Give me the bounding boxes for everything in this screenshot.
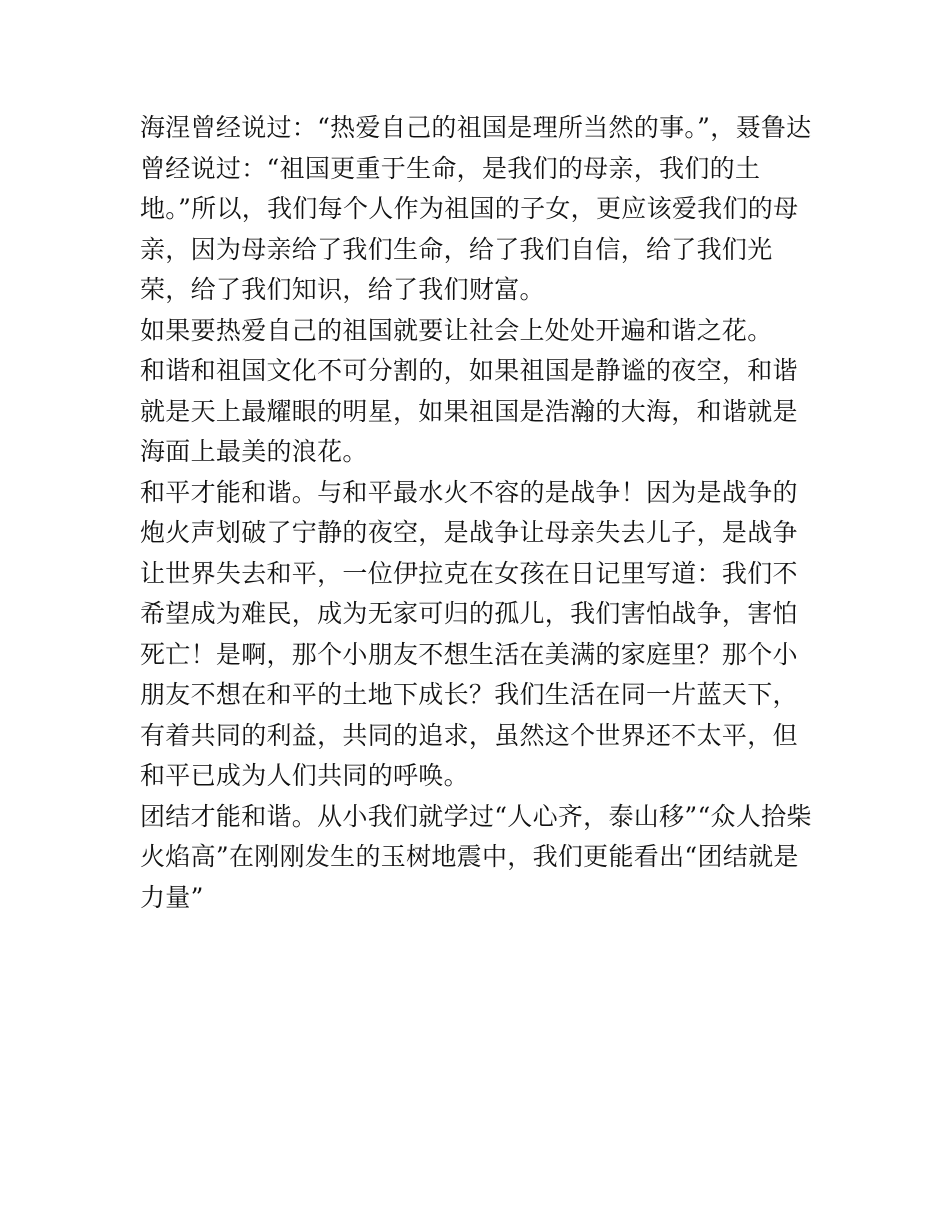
paragraph-2: 如果要热爱自己的祖国就要让社会上处处开遍和谐之花。 bbox=[140, 315, 773, 345]
document-body bbox=[140, 108, 820, 918]
paragraph-3: 和谐和祖国文化不可分割的，如果祖国是静谧的夜空，和谐就是天上最耀眼的明星，如果祖国是浩瀚的大海，和谐就是海面上最美的浪花。 bbox=[140, 356, 798, 466]
paragraph-1: 海涅曾经说过：“热爱自己的祖国是理所当然的事。”，聂鲁达曾经说过：“祖国更重于生命，是我们的母亲，我们的土地。”所以，我们每个人作为祖国的子女，更应该爱我们的母亲，因为母亲给了我们生命，给了我们自信，给了我们光荣，给了我们知识，给了我们财富。 bbox=[140, 113, 812, 304]
paragraph-4: 和平才能和谐。与和平最水火不容的是战争！因为是战争的炮火声划破了宁静的夜空，是战争让母亲失去儿子，是战争让世界失去和平，一位伊拉克在女孩在日记里写道：我们不希望成为难民，成为无家可归的孤儿，我们害怕战争，害怕死亡！是啊，那个小朋友不想生活在美满的家庭里？那个小朋友不想在和平的土地下成长？我们生活在同一片蓝天下，有着共同的利益，共同的追求，虽然这个世界还不太平，但和平已成为人们共同的呼唤。 bbox=[140, 477, 798, 790]
paragraph-5: 团结才能和谐。从小我们就学过“人心齐，泰山移”“众人拾柴火焰高”在刚刚发生的玉树地震中，我们更能看出“团结就是力量” bbox=[140, 801, 812, 912]
